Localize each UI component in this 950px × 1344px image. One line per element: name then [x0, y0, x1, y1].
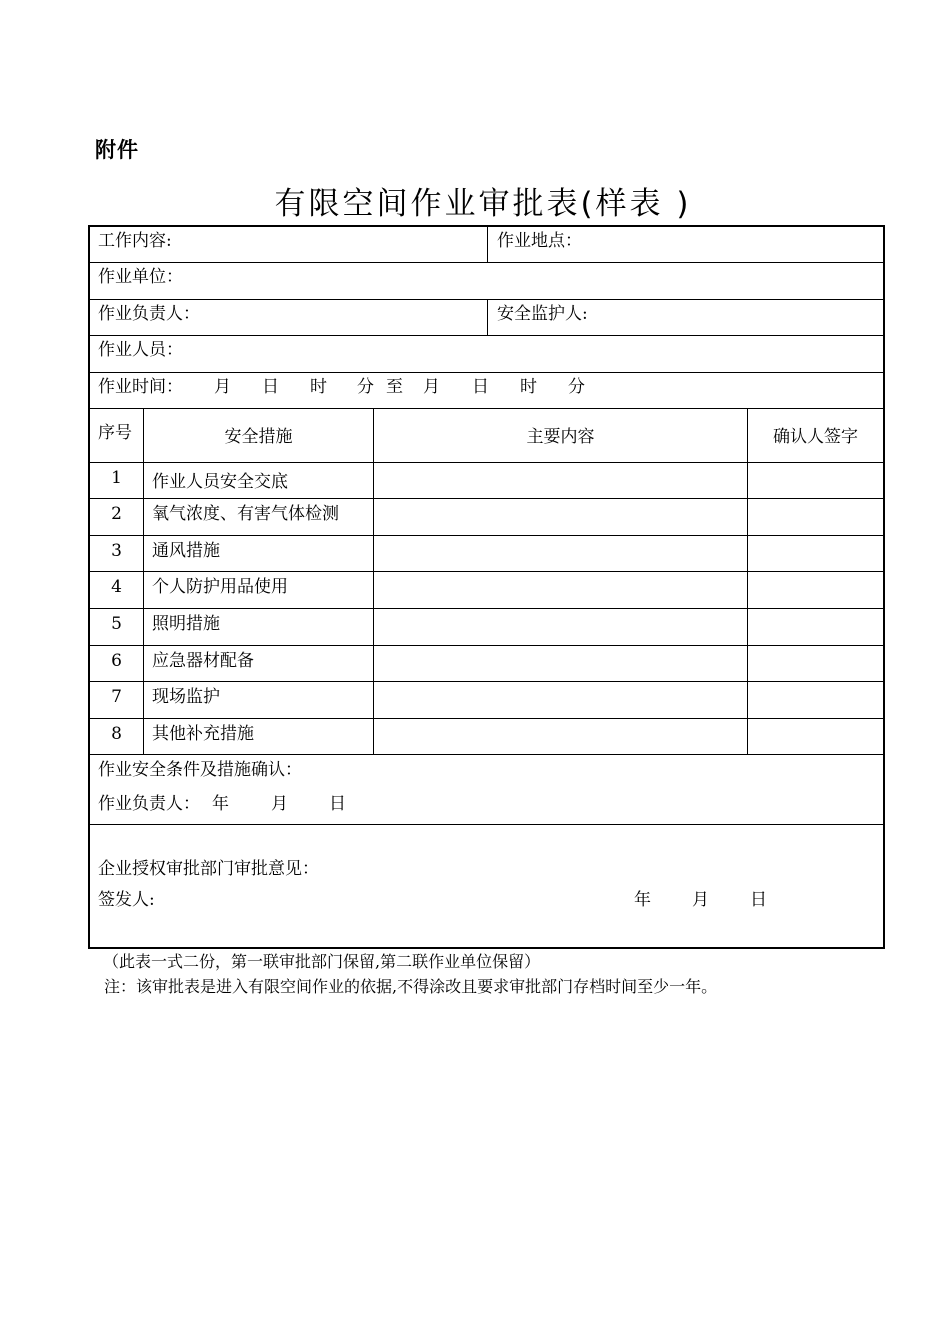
row-divider — [90, 372, 883, 373]
measure-index: 4 — [111, 577, 122, 597]
measure-name: 现场监护 — [152, 687, 220, 707]
approval-label: 企业授权审批部门审批意见： — [98, 859, 319, 879]
work-content-label: 工作内容: — [98, 231, 172, 251]
measure-name: 作业人员安全交底 — [152, 472, 288, 492]
confirmation-leader-label: 作业负责人： — [98, 794, 200, 814]
measure-index: 8 — [111, 724, 122, 744]
issuer-label: 签发人: — [98, 890, 155, 910]
from-day: 日 — [262, 377, 279, 397]
approval-year: 年 — [634, 890, 651, 910]
from-minute: 分 — [357, 377, 374, 397]
col-divider — [487, 227, 488, 263]
measure-index: 6 — [111, 651, 122, 671]
col-divider — [143, 408, 144, 755]
archive-note: 注：该审批表是进入有限空间作业的依据,不得涂改且要求审批部门存档时间至少一年。 — [104, 977, 718, 996]
to-day: 日 — [472, 377, 489, 397]
to-month: 月 — [423, 377, 440, 397]
measure-name: 照明措施 — [152, 614, 220, 634]
measure-index: 1 — [111, 468, 122, 488]
row-divider — [90, 824, 883, 825]
row-divider — [90, 535, 883, 536]
approval-day: 日 — [750, 890, 767, 910]
col-header-measure: 安全措施 — [224, 427, 293, 447]
col-header-signature: 确认人签字 — [773, 427, 858, 447]
measure-index: 5 — [111, 614, 122, 634]
measure-index: 2 — [111, 504, 122, 524]
approval-month: 月 — [692, 890, 709, 910]
col-divider — [373, 408, 374, 755]
row-divider — [90, 681, 883, 682]
attachment-label: 附件 — [95, 138, 139, 162]
workers-label: 作业人员： — [98, 340, 183, 360]
from-hour: 时 — [310, 377, 327, 397]
to-hour: 时 — [520, 377, 537, 397]
measure-name: 个人防护用品使用 — [152, 577, 288, 597]
confirmation-label: 作业安全条件及措施确认： — [98, 760, 302, 780]
safety-supervisor-label: 安全监护人: — [497, 304, 588, 324]
work-location-label: 作业地点： — [497, 231, 582, 251]
measure-name: 通风措施 — [152, 541, 220, 561]
row-divider — [90, 645, 883, 646]
confirmation-year: 年 — [212, 794, 229, 814]
col-header-index: 序号 — [98, 423, 132, 443]
col-divider — [487, 299, 488, 336]
from-month: 月 — [214, 377, 231, 397]
page-title: 有限空间作业审批表(样表 ) — [274, 186, 692, 222]
work-time-label: 作业时间： — [98, 377, 183, 397]
row-divider — [90, 754, 883, 755]
measure-name: 氧气浓度、有害气体检测 — [152, 504, 339, 524]
measure-name: 其他补充措施 — [152, 724, 254, 744]
row-divider — [90, 718, 883, 719]
row-divider — [90, 498, 883, 499]
work-leader-label: 作业负责人： — [98, 304, 200, 324]
to-minute: 分 — [568, 377, 585, 397]
measure-index: 7 — [111, 687, 122, 707]
measure-name: 应急器材配备 — [152, 651, 254, 671]
row-divider — [90, 462, 883, 463]
col-divider — [747, 408, 748, 755]
confirmation-month: 月 — [271, 794, 288, 814]
approval-form — [88, 225, 885, 949]
work-unit-label: 作业单位： — [98, 267, 183, 287]
copies-note: （此表一式二份，第一联审批部门保留,第二联作业单位保留） — [103, 952, 541, 971]
row-divider — [90, 608, 883, 609]
col-header-content: 主要内容 — [526, 427, 595, 447]
row-divider — [90, 408, 883, 409]
to-label: 至 — [386, 377, 403, 397]
confirmation-day: 日 — [329, 794, 346, 814]
measure-index: 3 — [111, 541, 122, 561]
row-divider — [90, 571, 883, 572]
